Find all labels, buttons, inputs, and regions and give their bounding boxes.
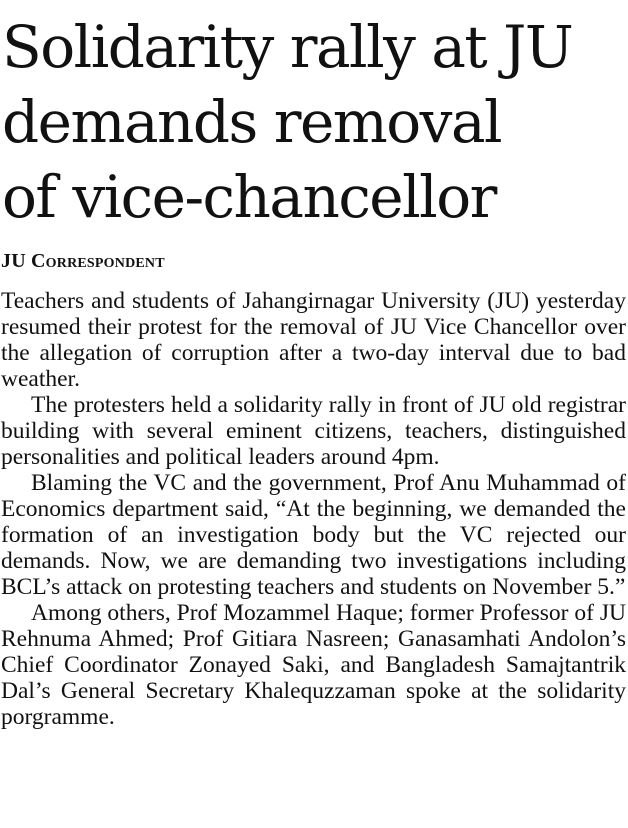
article-paragraph-4: Among others, Prof Mozammel Haque; former Professor of JU Rehnuma Ahmed; Prof Gitiara Nasreen; Ganasamhati Andolon’s Chief Coordinator Zonayed Saki, and Bangladesh Samajtantrik Dal’s General Secretary Khalequzzaman spoke at the solidarity porgramme.: [1, 600, 626, 730]
headline-line-3: of vice-chancellor: [2, 163, 496, 231]
headline-line-1: Solidarity rally at JU: [2, 13, 573, 81]
article-paragraph-2: The protesters held a solidarity rally in front of JU old registrar building with several eminent citizens, teachers, distinguished personalities and political leaders around 4pm.: [1, 392, 626, 470]
article-body: [1, 288, 626, 730]
article-byline: JU Correspondent: [1, 250, 165, 272]
article-paragraph-1: Teachers and students of Jahangirnagar University (JU) yesterday resumed their protest for the removal of JU Vice Chancellor over the allegation of corruption after a two-day interval due to bad weather.: [1, 288, 626, 392]
article-paragraph-3: Blaming the VC and the government, Prof Anu Muhammad of Economics department said, “At the beginning, we demanded the formation of an investigation body but the VC rejected our demands. Now, we are demanding two investigations including BCL’s attack on protesting teachers and students on November 5.”: [1, 470, 626, 600]
headline-line-2: demands removal: [2, 88, 502, 156]
article-headline: [2, 10, 628, 235]
